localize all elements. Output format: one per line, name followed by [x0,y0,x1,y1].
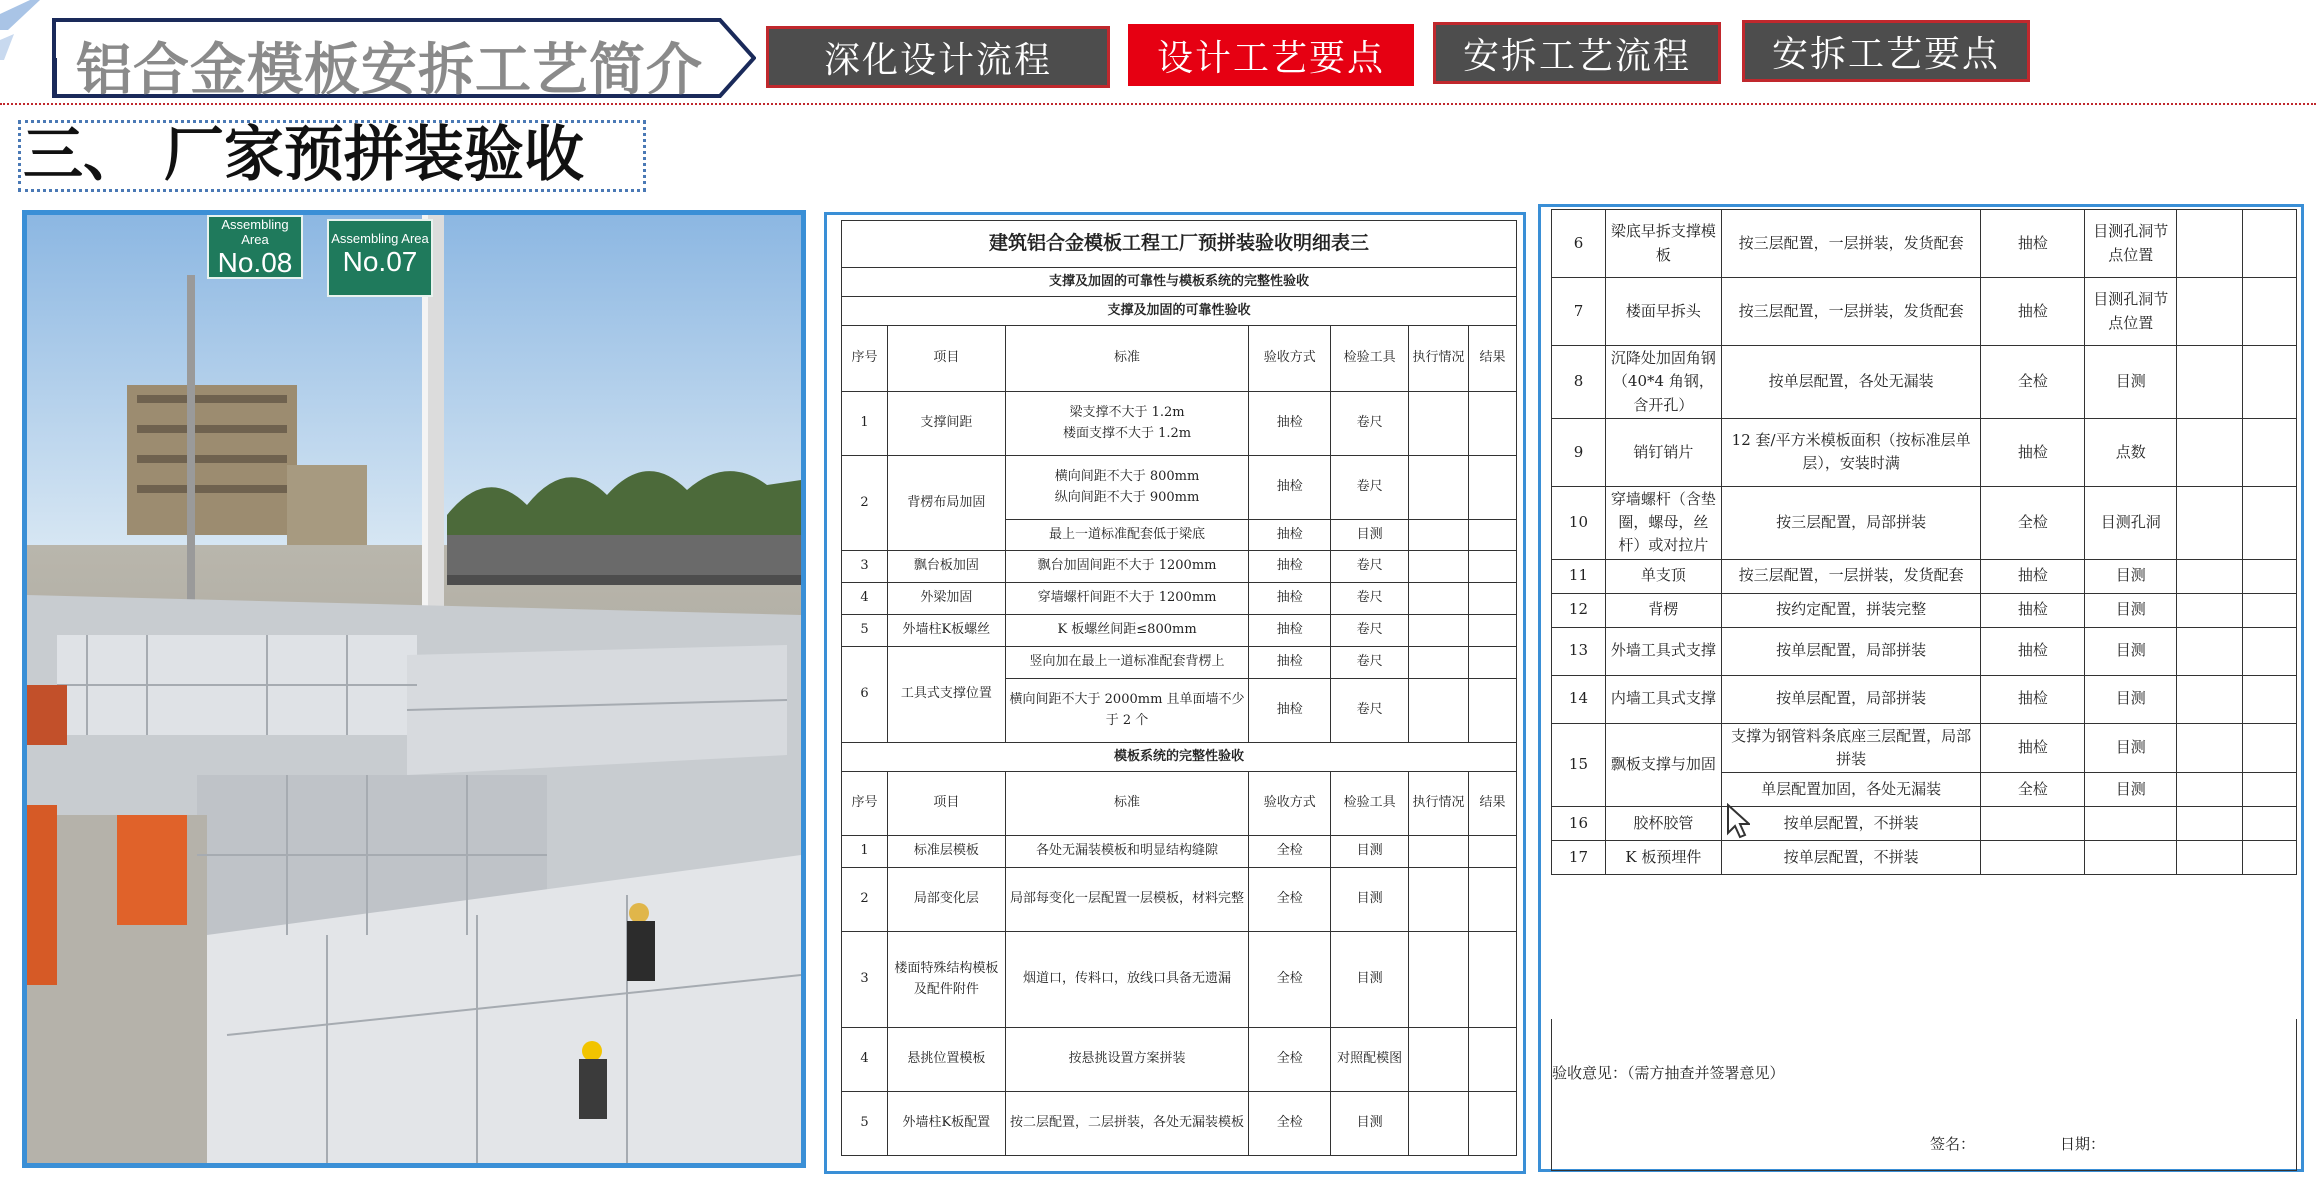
table-row [1552,841,2297,875]
standard-line: 楼面支撑不大于 1.2m [1062,425,1192,441]
table-row [1552,723,2297,773]
cell-no: 6 [842,647,888,743]
cell-no: 9 [1552,418,1606,486]
cell-standard: 按单层配置，不拼装 [1721,841,1981,875]
table-row [1552,418,2297,486]
cell-no: 17 [1552,841,1606,875]
cell-method: 全检 [1981,346,2085,419]
cell-tool: 目测 [2085,559,2177,593]
table-row [842,1028,1517,1092]
table-subtitle: 支撑及加固的可靠性与模板系统的完整性验收 [842,268,1517,297]
table-row [1552,593,2297,627]
cell-tool: 目测孔洞 [2085,486,2177,559]
cell-exec [2177,418,2243,486]
cell-item: 单支顶 [1605,559,1721,593]
cell-method: 抽检 [1981,593,2085,627]
cell-no: 6 [1552,210,1606,278]
sign-number: No.08 [217,247,293,278]
cell-standard: 按三层配置，一层拼装，发货配套 [1721,559,1981,593]
cell-tool: 目测 [1331,1092,1409,1156]
header-cell: 检验工具 [1331,326,1409,392]
cell-method: 抽检 [1249,615,1331,647]
cell-result [1469,868,1517,932]
mouse-pointer-icon [1726,803,1750,839]
table-row [842,392,1517,456]
cell-standard: 飘台加固间距不大于 1200mm [1005,551,1249,583]
cell-method [1981,841,2085,875]
cell-exec [1409,932,1469,1028]
cell-item: 外墙柱K板配置 [887,1092,1005,1156]
cell-method: 抽检 [1249,679,1331,743]
cell-result [1469,1028,1517,1092]
cell-no: 15 [1552,723,1606,807]
cell-result [2243,346,2297,419]
header-cell: 验收方式 [1249,772,1331,836]
signature-label: 签名： [1930,1135,1976,1153]
acceptance-table-panel-1 [824,212,1526,1174]
standard-line: 横向间距不大于 800mm [1054,469,1200,485]
cell-tool: 卷尺 [1331,679,1409,743]
section-title: 三、 厂家预拼装验收 [18,120,646,192]
table-section-heading: 支撑及加固的可靠性验收 [842,297,1517,326]
cell-exec [1409,1092,1469,1156]
cell-standard: 穿墙螺杆间距不大于 1200mm [1005,583,1249,615]
cell-standard: 按单层配置，局部拼装 [1721,627,1981,675]
cell-tool: 目测 [2085,346,2177,419]
cell-tool: 目测孔洞节点位置 [2085,210,2177,278]
cell-tool: 目测 [1331,836,1409,868]
cell-standard: K 板螺丝间距≤800mm [1005,615,1249,647]
cell-standard: 按单层配置，局部拼装 [1721,675,1981,723]
header-cell: 结果 [1469,326,1517,392]
cell-standard: 各处无漏装模板和明显结构缝隙 [1005,836,1249,868]
table-row [1552,210,2297,278]
cell-tool [2085,841,2177,875]
cell-no: 4 [842,583,888,615]
cell-item: 标准层模板 [887,836,1005,868]
cell-result [1469,551,1517,583]
table-row [1552,627,2297,675]
cell-exec [1409,520,1469,551]
cell-method: 抽检 [1981,278,2085,346]
cell-result [1469,615,1517,647]
tab-label: 设计工艺要点 [1156,37,1385,79]
cell-tool: 卷尺 [1331,647,1409,679]
assembly-photo [22,210,806,1168]
cell-method: 全检 [1981,486,2085,559]
cell-standard: 最上一道标准配套低于梁底 [1005,520,1249,551]
cell-result [2243,773,2297,807]
cell-standard: 局部每变化一层配置一层模板，材料完整 [1005,868,1249,932]
cell-method: 抽检 [1249,551,1331,583]
table-row [1552,559,2297,593]
cell-no: 16 [1552,807,1606,841]
header-title [52,18,742,103]
tab-install-process[interactable] [1433,22,1721,84]
cell-tool: 目测 [2085,773,2177,807]
cell-standard: 按约定配置，拼装完整 [1721,593,1981,627]
cell-result [2243,210,2297,278]
table-row [1552,807,2297,841]
cell-exec [2177,346,2243,419]
cell-result [2243,278,2297,346]
cell-item: 外墙柱K板螺丝 [887,615,1005,647]
opinion-box [1551,1019,2297,1171]
cell-item: 支撑间距 [887,392,1005,456]
cell-no: 2 [842,456,888,551]
cell-item: 内墙工具式支撑 [1605,675,1721,723]
cell-tool: 目测 [1331,932,1409,1028]
cell-result [2243,841,2297,875]
cell-item: 背楞 [1605,593,1721,627]
cell-method: 抽检 [1249,456,1331,520]
cell-method: 全检 [1249,1092,1331,1156]
table-row [842,615,1517,647]
cell-exec [1409,583,1469,615]
header-cell: 项目 [887,326,1005,392]
cell-method: 抽检 [1249,392,1331,456]
cell-standard: 烟道口，传料口，放线口具备无遗漏 [1005,932,1249,1028]
cell-method: 抽检 [1249,520,1331,551]
header-cell: 验收方式 [1249,326,1331,392]
cell-item: 工具式支撑位置 [887,647,1005,743]
cell-result [1469,647,1517,679]
cell-exec [2177,593,2243,627]
header-divider [0,103,2316,105]
table-section-heading: 模板系统的完整性验收 [842,743,1517,772]
cell-result [1469,836,1517,868]
table-row [842,551,1517,583]
header-cell: 执行情况 [1409,772,1469,836]
cell-result [2243,723,2297,773]
cell-standard [1005,392,1249,456]
cell-exec [2177,210,2243,278]
cell-exec [2177,278,2243,346]
cell-no: 14 [1552,675,1606,723]
cell-item: 飘台板加固 [887,551,1005,583]
cell-exec [1409,679,1469,743]
cell-no: 8 [1552,346,1606,419]
cell-item: 外墙工具式支撑 [1605,627,1721,675]
cell-method: 抽检 [1981,559,2085,593]
tab-install-points[interactable] [1742,20,2030,82]
cell-standard: 按悬挑设置方案拼装 [1005,1028,1249,1092]
cell-item: 楼面早拆头 [1605,278,1721,346]
table-row [842,647,1517,679]
cell-result [1469,583,1517,615]
header-cell: 结果 [1469,772,1517,836]
table-row [842,836,1517,868]
table-header-row [842,772,1517,836]
cell-method [1981,807,2085,841]
header-cell: 检验工具 [1331,772,1409,836]
cell-tool: 目测 [1331,520,1409,551]
cell-item: 外梁加固 [887,583,1005,615]
table-row [842,456,1517,520]
cell-method: 全检 [1249,1028,1331,1092]
cell-result [1469,520,1517,551]
cell-exec [1409,647,1469,679]
cell-exec [1409,615,1469,647]
cell-exec [2177,723,2243,773]
table-row [842,868,1517,932]
header-cell: 序号 [842,326,888,392]
table-row [1552,486,2297,559]
cell-result [1469,932,1517,1028]
cell-method: 全检 [1249,868,1331,932]
date-label: 日期： [2060,1135,2106,1153]
header-cell: 标准 [1005,772,1249,836]
cell-result [1469,456,1517,520]
standard-line: 梁支撑不大于 1.2m [1069,405,1185,421]
cell-standard: 按三层配置，一层拼装，发货配套 [1721,278,1981,346]
cell-result [1469,1092,1517,1156]
cell-result [2243,627,2297,675]
cell-no: 3 [842,932,888,1028]
cell-method: 全检 [1249,932,1331,1028]
cell-standard: 横向间距不大于 2000mm 且单面墙不少于 2 个 [1005,679,1249,743]
cell-no: 5 [842,615,888,647]
cell-tool: 目测 [2085,675,2177,723]
cell-item: K 板预埋件 [1605,841,1721,875]
cell-result [2243,675,2297,723]
header-cell: 项目 [887,772,1005,836]
cell-standard: 单层配置加固，各处无漏装 [1721,773,1981,807]
cell-item: 梁底早拆支撑模板 [1605,210,1721,278]
cell-tool: 卷尺 [1331,551,1409,583]
cell-result [1469,392,1517,456]
header-cell: 执行情况 [1409,326,1469,392]
corner-decoration [0,0,40,70]
acceptance-table-panel-2 [1538,204,2304,1172]
cell-exec [1409,836,1469,868]
cell-exec [2177,807,2243,841]
cell-no: 5 [842,1092,888,1156]
cell-method: 抽检 [1981,627,2085,675]
cell-tool: 目测 [2085,593,2177,627]
cell-tool [2085,807,2177,841]
sign-label: Assembling Area [331,231,429,246]
cell-method: 抽检 [1981,418,2085,486]
acceptance-table-2 [1551,209,2297,875]
cell-standard: 按二层配置，二层拼装，各处无漏装模板 [1005,1092,1249,1156]
standard-line: 纵向间距不大于 900mm [1054,489,1200,505]
cell-result [2243,486,2297,559]
table-row [1552,278,2297,346]
cell-result [2243,593,2297,627]
cell-tool: 卷尺 [1331,615,1409,647]
cell-item: 局部变化层 [887,868,1005,932]
cell-standard [1005,456,1249,520]
cell-exec [1409,551,1469,583]
cell-tool: 点数 [2085,418,2177,486]
cell-method: 抽检 [1249,583,1331,615]
cell-method: 抽检 [1981,675,2085,723]
cell-standard: 支撑为钢管料条底座三层配置，局部拼装 [1721,723,1981,773]
sign-label: Assembling Area [221,217,289,247]
cell-item: 悬挑位置模板 [887,1028,1005,1092]
acceptance-table-1 [841,220,1517,1156]
cell-no: 7 [1552,278,1606,346]
table-body [1552,210,2297,724]
cell-exec [1409,456,1469,520]
cell-standard: 竖向加在最上一道标准配套背楞上 [1005,647,1249,679]
table-row [1552,346,2297,419]
tab-deepen-design-process[interactable] [766,26,1110,88]
cell-item: 胶杯胶管 [1605,807,1721,841]
cell-tool: 目测 [2085,723,2177,773]
cell-no: 3 [842,551,888,583]
tab-design-process-points[interactable] [1128,24,1414,86]
cell-exec [2177,841,2243,875]
tab-label: 深化设计流程 [823,39,1052,81]
cell-result [1469,679,1517,743]
cell-item: 穿墙螺杆（含垫圈，螺母，丝杆）或对拉片 [1605,486,1721,559]
cell-tool: 目测 [2085,627,2177,675]
cell-no: 1 [842,392,888,456]
header-title-text: 铝合金模板安拆工艺简介 [76,38,703,103]
table-title: 建筑铝合金模板工程工厂预拼装验收明细表三 [842,221,1517,268]
header-cell: 标准 [1005,326,1249,392]
tab-label: 安拆工艺要点 [1771,33,2000,75]
cell-no: 4 [842,1028,888,1092]
cell-standard: 按单层配置，不拼装 [1721,807,1981,841]
tab-label: 安拆工艺流程 [1462,35,1691,77]
table-row [842,1092,1517,1156]
cell-exec [1409,868,1469,932]
cell-method: 全检 [1249,836,1331,868]
header-cell: 序号 [842,772,888,836]
sign-number: No.07 [342,246,418,277]
table-row [1552,675,2297,723]
cell-item: 楼面特殊结构模板及配件附件 [887,932,1005,1028]
table-header-row [842,326,1517,392]
cell-exec [1409,392,1469,456]
cell-tool: 对照配模图 [1331,1028,1409,1092]
cell-no: 10 [1552,486,1606,559]
cell-result [2243,807,2297,841]
cell-no: 13 [1552,627,1606,675]
cell-standard: 按三层配置，局部拼装 [1721,486,1981,559]
cell-method: 全检 [1981,773,2085,807]
cell-no: 11 [1552,559,1606,593]
cell-standard: 按三层配置，一层拼装，发货配套 [1721,210,1981,278]
assembling-area-sign-08 [207,215,303,279]
cell-result [2243,418,2297,486]
cell-method: 抽检 [1981,210,2085,278]
acceptance-opinion-label: 验收意见：（需方抽查并签署意见） [1552,1064,1785,1082]
cell-tool: 卷尺 [1331,456,1409,520]
cell-no: 1 [842,836,888,868]
cell-exec [2177,773,2243,807]
cell-exec [2177,675,2243,723]
cell-no: 12 [1552,593,1606,627]
cell-result [2243,559,2297,593]
cell-method: 抽检 [1249,647,1331,679]
cell-tool: 目测 [1331,868,1409,932]
table-row [842,932,1517,1028]
cell-exec [2177,559,2243,593]
cell-tool: 目测孔洞节点位置 [2085,278,2177,346]
cell-tool: 卷尺 [1331,392,1409,456]
cell-no: 2 [842,868,888,932]
cell-tool: 卷尺 [1331,583,1409,615]
table-row [842,583,1517,615]
cell-standard: 12 套/平方米模板面积（按标准层单层），安装时满 [1721,418,1981,486]
cell-item: 背楞布局加固 [887,456,1005,551]
cell-exec [1409,1028,1469,1092]
cell-method: 抽检 [1981,723,2085,773]
cell-item: 飘板支撑与加固 [1605,723,1721,807]
cell-item: 销钉销片 [1605,418,1721,486]
cell-exec [2177,486,2243,559]
cell-item: 沉降处加固角钢（40*4 角钢，含开孔） [1605,346,1721,419]
cell-standard: 按单层配置，各处无漏装 [1721,346,1981,419]
cell-exec [2177,627,2243,675]
assembling-area-sign-07 [327,219,433,297]
